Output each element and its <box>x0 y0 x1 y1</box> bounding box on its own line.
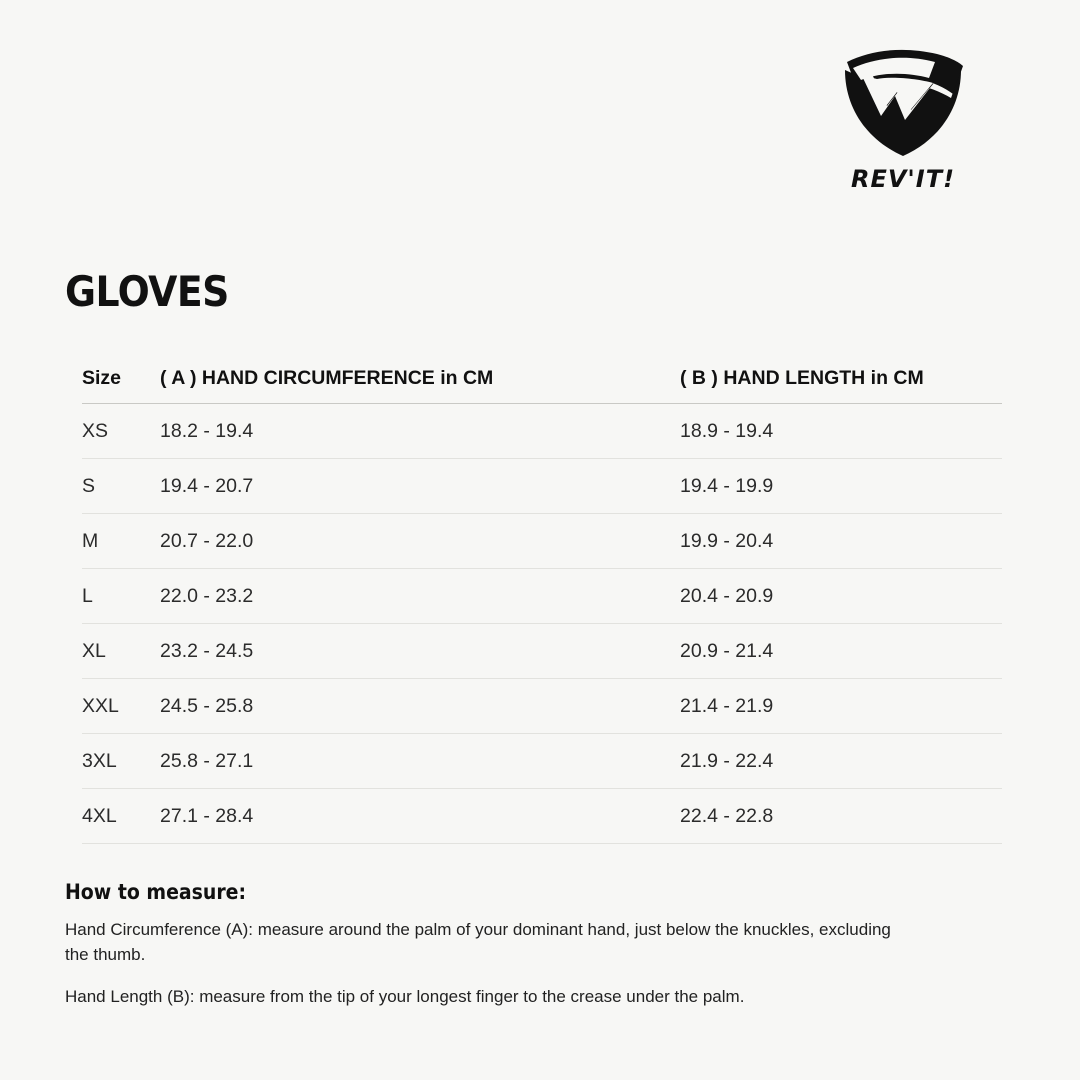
cell-length: 19.9 - 20.4 <box>680 514 1002 569</box>
cell-circumference: 24.5 - 25.8 <box>160 679 680 734</box>
cell-size: M <box>82 514 160 569</box>
table-row <box>82 679 1002 734</box>
column-header-hand-length: ( B ) HAND LENGTH in CM <box>680 367 1002 404</box>
cell-length: 20.9 - 21.4 <box>680 624 1002 679</box>
table-header-row <box>82 367 1002 404</box>
cell-size: L <box>82 569 160 624</box>
table-row <box>82 459 1002 514</box>
table-row <box>82 734 1002 789</box>
page-title: GLOVES <box>65 267 229 317</box>
cell-circumference: 23.2 - 24.5 <box>160 624 680 679</box>
cell-length: 18.9 - 19.4 <box>680 404 1002 459</box>
column-header-size: Size <box>82 367 160 404</box>
cell-circumference: 22.0 - 23.2 <box>160 569 680 624</box>
cell-size: 3XL <box>82 734 160 789</box>
measure-instruction-length: Hand Length (B): measure from the tip of your longest finger to the crease under the palm. <box>65 987 745 1007</box>
table-row <box>82 514 1002 569</box>
cell-size: 4XL <box>82 789 160 844</box>
cell-length: 22.4 - 22.8 <box>680 789 1002 844</box>
cell-size: S <box>82 459 160 514</box>
cell-length: 19.4 - 19.9 <box>680 459 1002 514</box>
revit-shield-icon <box>841 48 965 158</box>
cell-length: 21.4 - 21.9 <box>680 679 1002 734</box>
revit-wordmark-icon <box>818 164 988 194</box>
column-header-hand-circumference: ( A ) HAND CIRCUMFERENCE in CM <box>160 367 680 404</box>
cell-circumference: 18.2 - 19.4 <box>160 404 680 459</box>
cell-circumference: 19.4 - 20.7 <box>160 459 680 514</box>
how-to-measure-section <box>65 880 945 1010</box>
table-row <box>82 569 1002 624</box>
cell-circumference: 27.1 - 28.4 <box>160 789 680 844</box>
cell-size: XS <box>82 404 160 459</box>
table-row <box>82 789 1002 844</box>
cell-length: 21.9 - 22.4 <box>680 734 1002 789</box>
how-to-measure-heading: How to measure: <box>65 880 247 904</box>
cell-circumference: 25.8 - 27.1 <box>160 734 680 789</box>
table-row <box>82 404 1002 459</box>
cell-circumference: 20.7 - 22.0 <box>160 514 680 569</box>
table-row <box>82 624 1002 679</box>
measure-instruction-circumference: Hand Circumference (A): measure around the palm of your dominant hand, just below the knuckles, excluding the thumb. <box>65 920 891 964</box>
table-body <box>82 404 1002 844</box>
size-chart-table <box>82 367 1002 844</box>
size-chart-table-wrapper <box>82 367 1002 844</box>
table-header <box>82 367 1002 404</box>
svg-text:REV'IT!: REV'IT! <box>850 165 956 193</box>
cell-size: XL <box>82 624 160 679</box>
cell-size: XXL <box>82 679 160 734</box>
brand-logo <box>818 48 988 194</box>
cell-length: 20.4 - 20.9 <box>680 569 1002 624</box>
